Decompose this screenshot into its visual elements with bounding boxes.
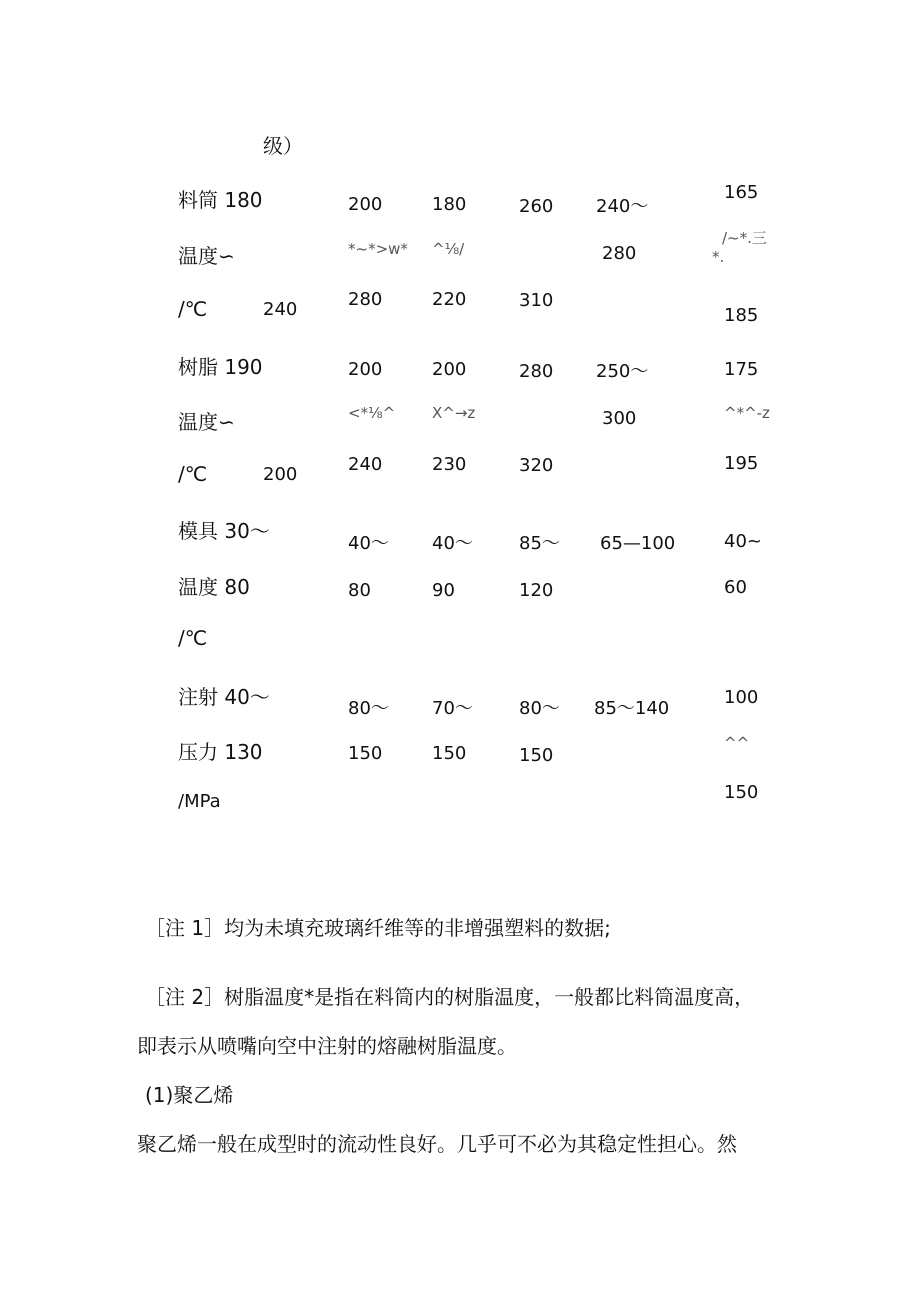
cell: X^→z (432, 404, 476, 422)
cell: 165 (724, 182, 759, 203)
cell: 180 (432, 194, 467, 215)
cell: 65—100 (600, 533, 676, 554)
cell: 85～ (519, 533, 560, 554)
cell: 85～140 (594, 698, 670, 719)
cell: 120 (519, 580, 554, 601)
cell: 250～ (596, 361, 649, 382)
row-label: /MPa (178, 791, 221, 812)
note-2: ［注 2］树脂温度*是指在料筒内的树脂温度，一般都比料筒温度高， (145, 985, 755, 1009)
cell: 200 (348, 359, 383, 380)
cell: 195 (724, 453, 759, 474)
cell: 150 (432, 743, 467, 764)
cell: 300 (602, 408, 637, 429)
section-heading: (1)聚乙烯 (145, 1083, 234, 1107)
row-label: 温度 80 (178, 575, 250, 599)
cell: 90 (432, 580, 455, 601)
cell: 185 (724, 305, 759, 326)
header-tail: 级） (263, 134, 303, 158)
cell: ^^ (724, 734, 750, 752)
row-label: 树脂 190 (178, 355, 263, 379)
note-2-continued: 即表示从喷嘴向空中注射的熔融树脂温度。 (137, 1034, 517, 1058)
cell: 150 (519, 745, 554, 766)
cell: 40~ (724, 531, 762, 552)
cell: ^*^-z (724, 404, 770, 422)
cell: 200 (432, 359, 467, 380)
cell: ^⅛/ (432, 240, 465, 258)
cell: 175 (724, 359, 759, 380)
row-label: /℃ (178, 297, 208, 321)
cell: 40～ (432, 533, 473, 554)
row-label: 注射 40～ (178, 685, 270, 709)
cell: 150 (348, 743, 383, 764)
row-label: 料筒 180 (178, 188, 263, 212)
cell: 230 (432, 454, 467, 475)
row-label: 温度∽ (178, 244, 235, 268)
cell: 310 (519, 290, 554, 311)
cell: 150 (724, 782, 759, 803)
cell: 80～ (519, 698, 560, 719)
row-label: 200 (263, 464, 298, 485)
cell: /~*.三 (722, 229, 767, 247)
cell: 80～ (348, 698, 389, 719)
cell: 220 (432, 289, 467, 310)
cell: 80 (348, 580, 371, 601)
cell: 280 (519, 361, 554, 382)
cell: 240～ (596, 196, 649, 217)
row-label: 温度∽ (178, 410, 235, 434)
note-1: ［注 1］均为未填充玻璃纤维等的非增强塑料的数据; (145, 916, 611, 940)
cell: 40～ (348, 533, 389, 554)
cell: 280 (602, 243, 637, 264)
cell: *. (712, 248, 725, 266)
cell: 240 (348, 454, 383, 475)
row-label: /℃ (178, 462, 208, 486)
cell: 70～ (432, 698, 473, 719)
cell: 100 (724, 687, 759, 708)
body-paragraph: 聚乙烯一般在成型时的流动性良好。几乎可不必为其稳定性担心。然 (137, 1132, 737, 1156)
cell: 280 (348, 289, 383, 310)
row-label: 压力 130 (178, 740, 263, 764)
row-label: 240 (263, 299, 298, 320)
row-label: /℃ (178, 626, 208, 650)
row-label: 模具 30～ (178, 519, 270, 543)
cell: 200 (348, 194, 383, 215)
cell: <*⅛^ (348, 404, 396, 422)
cell: *~*>w* (348, 240, 408, 258)
cell: 60 (724, 577, 747, 598)
cell: 320 (519, 455, 554, 476)
cell: 260 (519, 196, 554, 217)
